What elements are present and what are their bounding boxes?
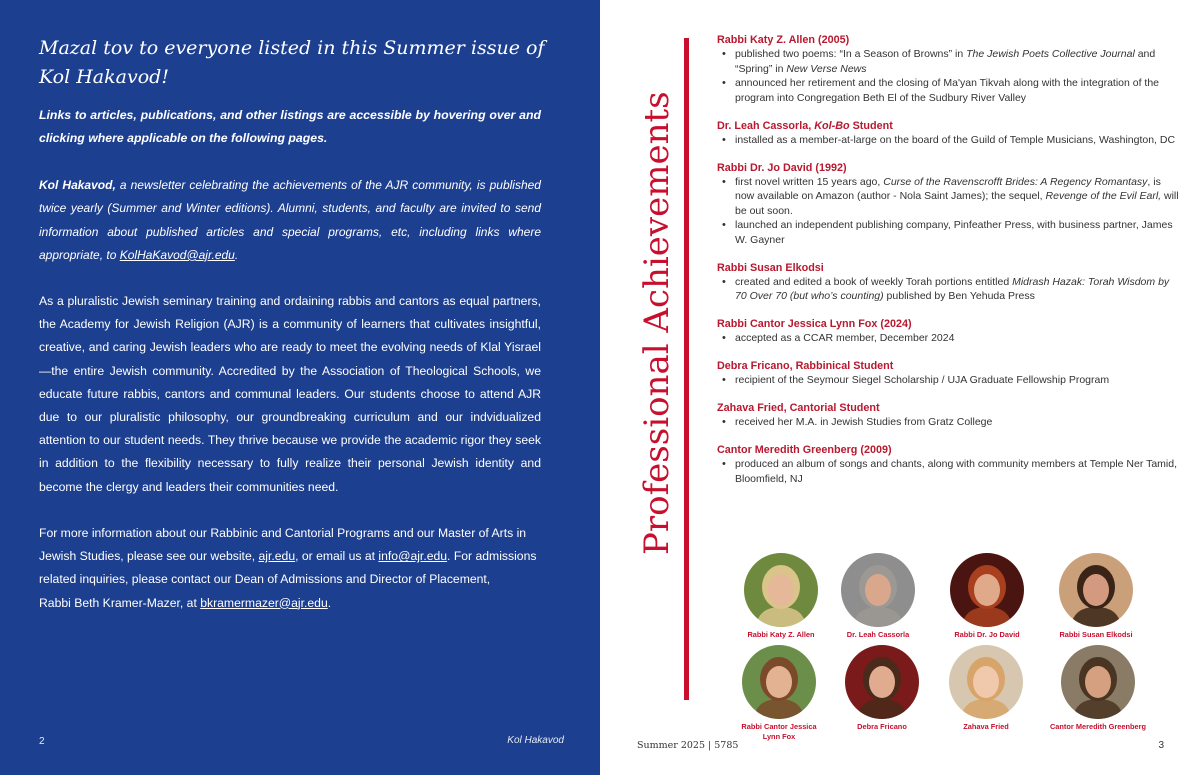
info-text: Rabbi Beth Kramer-Mazer, at: [39, 595, 201, 610]
item-text: received her M.A. in Jewish Studies from Gratz College: [735, 416, 993, 428]
item-title: Curse of the Ravenscrofft Brides: A Regency Romantasy: [883, 175, 1148, 188]
portrait-caption: Cantor Meredith Greenberg: [1049, 722, 1147, 731]
portrait-photo: [1061, 645, 1135, 719]
entry-name: Rabbi Katy Z. Allen (2005): [717, 34, 850, 46]
right-page: [600, 0, 1200, 775]
achievement-entry: [717, 443, 1182, 486]
entry-item[interactable]: [717, 175, 1182, 219]
item-text: accepted as a CCAR member, December 2024: [735, 332, 955, 344]
portrait-caption: Rabbi Katy Z. Allen: [747, 630, 815, 639]
portrait-caption: Rabbi Cantor Jessica Lynn Fox: [741, 722, 817, 741]
item-text: installed as a member-at-large on the board of the Guild of Temple Musicians, Washington, DC: [735, 133, 1176, 146]
item-text: published by Ben Yehuda Press: [883, 290, 1035, 302]
page-number: 2: [39, 736, 45, 747]
website-link[interactable]: ajr.edu: [258, 549, 296, 564]
entry-name: [717, 119, 1182, 133]
divider-bar: [684, 38, 689, 700]
info-text: For more information about our Rabbinic and Cantorial Programs and our Master of Arts in Jewish Studies, please see our website,: [39, 526, 527, 564]
item-text: published two poems: “In a Season of Browns” in: [735, 48, 967, 60]
achievement-entry: [717, 119, 1182, 148]
newsletter-name: Kol Hakavod,: [39, 178, 116, 192]
portrait-photo: [841, 553, 915, 627]
item-text: recipient of the Seymour Siegel Scholarship / UJA Graduate Fellowship Program: [735, 374, 1110, 386]
portrait-illustration: [1061, 645, 1135, 719]
dean-email-link[interactable]: bkramermazer@ajr.edu: [200, 595, 328, 610]
portrait-caption: Dr. Leah Cassorla: [846, 630, 910, 639]
entry-name: Debra Fricano, Rabbinical Student: [717, 360, 894, 372]
portrait-photo: [950, 553, 1024, 627]
entry-item[interactable]: [717, 457, 1182, 486]
portrait-card: [1041, 553, 1151, 640]
portrait-photo: [949, 645, 1023, 719]
entry-name: Zahava Fried, Cantorial Student: [717, 402, 880, 414]
portrait-photo: [1059, 553, 1133, 627]
entry-name: Rabbi Cantor Jessica Lynn Fox (2024): [717, 318, 912, 330]
item-text: announced her retirement and the closing of Ma'yan Tikvah along with the integration of the program into Congregation Beth El of the Sudbury River Valley: [735, 77, 1160, 104]
achievement-entry: [717, 401, 1182, 430]
entry-item: [717, 373, 1182, 388]
item-text: and “Spring” in: [735, 48, 1156, 75]
entry-name: Rabbi Dr. Jo David (1992): [717, 161, 847, 174]
portrait-caption: Rabbi Dr. Jo David: [954, 630, 1020, 639]
item-title: Midrash Hazak: Torah Wisdom by 70 Over 70 (but who’s counting): [735, 275, 1170, 302]
item-title: The Jewish Poets Collective Journal: [966, 48, 1135, 60]
portrait-caption: Rabbi Susan Elkodsi: [1059, 630, 1133, 639]
entry-item: [717, 331, 1182, 346]
issue-footer: Summer 2025 | 5785: [637, 740, 739, 751]
achievement-entry: [717, 261, 1182, 304]
newsletter-text: a newsletter celebrating the achievements of the AJR community, is published twice yearly (Summer and Winter editions). Alumni, students, and faculty are invited to send information about published articles and special programs, etc, including links where appropriate, to: [39, 178, 541, 262]
info-text: .: [327, 595, 332, 610]
section-title: Professional Achievements: [637, 91, 677, 555]
entry-name-text: Student: [849, 119, 893, 132]
item-title: Revenge of the Evil Earl,: [1045, 190, 1162, 202]
contact-info: [39, 522, 549, 615]
entry-item: [717, 218, 1182, 247]
portrait-illustration: [742, 645, 816, 719]
entry-item[interactable]: [717, 275, 1182, 304]
portrait-photo: [845, 645, 919, 719]
item-text: will be out soon.: [735, 190, 1179, 217]
portrait-card: [1043, 645, 1153, 732]
portrait-grid: [730, 553, 1170, 743]
newsletter-email-link[interactable]: KolHaKavod@ajr.edu: [119, 247, 235, 262]
item-title: New Verse News: [786, 62, 867, 75]
info-email-link[interactable]: info@ajr.edu: [378, 549, 448, 564]
entry-item: [717, 133, 1182, 148]
page-title: Mazal tov to everyone listed in this Summer issue of Kol Hakavod!: [39, 37, 545, 88]
item-text: first novel written 15 years ago,: [735, 175, 884, 188]
portrait-illustration: [949, 645, 1023, 719]
portrait-caption: Debra Fricano: [857, 722, 907, 731]
entry-name: Rabbi Susan Elkodsi: [717, 261, 824, 274]
portrait-photo: [744, 553, 818, 627]
portrait-card: [931, 645, 1041, 732]
portrait-illustration: [845, 645, 919, 719]
achievement-entry: [717, 33, 1182, 105]
info-text: , or email us at: [295, 549, 379, 564]
entry-name-italic: Kol-Bo: [814, 119, 850, 132]
item-text: launched an independent publishing company, Pinfeather Press, with business partner, James W. Gayner: [735, 219, 1173, 246]
achievements-list: [717, 33, 1182, 500]
portrait-card: [823, 553, 933, 640]
info-text: . For admissions related inquiries, please contact our Dean of Admissions and Director of Placement,: [39, 549, 537, 587]
portrait-caption: Zahava Fried: [963, 722, 1009, 731]
achievement-entry: [717, 317, 1182, 346]
achievement-entry: [717, 161, 1182, 248]
entry-item[interactable]: [717, 47, 1182, 76]
newsletter-end: .: [234, 247, 239, 262]
entry-name-text: Dr. Leah Cassorla,: [717, 119, 815, 132]
page-number: 3: [1158, 740, 1164, 751]
mission-statement: As a pluralistic Jewish seminary training and ordaining rabbis and cantors as equal partners, the Academy for Jewish Religion (AJR) is a community of learners that cultivates insightful, creative, and caring Jewish leaders who are ready to meet the evolving needs of Klal Yisrael —the entire Jewish community. Accredited by the Association of Theological Schools, we educate future rabbis, cantors and communal leaders. Our students choose to attend AJR due to our pluralistic philosophy, our groundbreaking curriculum and our indvidualized attention to our student needs. They thrive because we provide the academic rigor they seek in addition to the flexibility necessary to fully realize their personal Jewish identity and become the clergy and leaders their communities need.: [39, 294, 541, 494]
achievement-entry: [717, 359, 1182, 388]
item-text: , is now available on Amazon (author - Nola Saint James); the sequel,: [735, 175, 1161, 202]
item-text: created and edited a book of weekly Torah portions entitled: [735, 275, 1013, 288]
item-text: produced an album of songs and chants, along with community members at Temple Ner Tamid, Bloomfield, NJ: [735, 458, 1178, 485]
portrait-card: [724, 645, 834, 742]
footer-title: Kol Hakavod: [507, 735, 564, 746]
newsletter-description: [39, 174, 541, 267]
portrait-illustration: [841, 553, 915, 627]
portrait-card: [932, 553, 1042, 640]
entry-item: [717, 415, 1182, 430]
portrait-illustration: [1059, 553, 1133, 627]
portrait-illustration: [744, 553, 818, 627]
portrait-photo: [742, 645, 816, 719]
entry-item: [717, 76, 1182, 105]
links-note: Links to articles, publications, and other listings are accessible by hovering over and clicking where applicable on the following pages.: [39, 108, 541, 145]
entry-name: Cantor Meredith Greenberg (2009): [717, 444, 892, 456]
portrait-card: [827, 645, 937, 732]
portrait-illustration: [950, 553, 1024, 627]
portrait-card: [726, 553, 836, 640]
